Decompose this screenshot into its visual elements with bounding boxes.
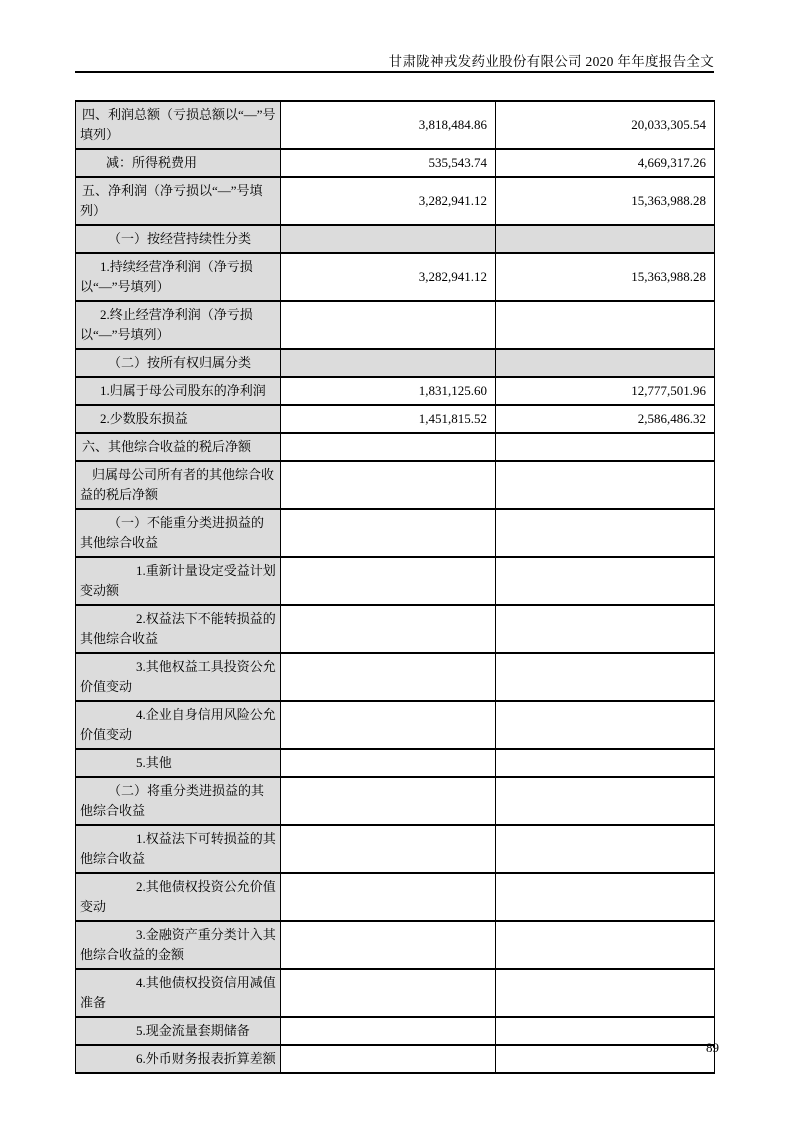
row-label: 归属母公司所有者的其他综合收益的税后净额 [76,461,281,509]
table-row [76,701,715,749]
row-label: 5.现金流量套期储备 [76,1017,281,1045]
row-label: （二）按所有权归属分类 [76,349,281,377]
table-row [76,433,715,461]
report-title: 甘肃陇神戎发药业股份有限公司 2020 年年度报告全文 [388,54,714,69]
row-value-current [281,969,496,1017]
row-value-prior [496,825,715,873]
row-value-current [281,1045,496,1073]
row-value-current [281,461,496,509]
row-value-current [281,557,496,605]
row-value-prior: 20,033,305.54 [496,101,715,149]
header-rule [75,71,714,73]
table-row [76,149,715,177]
row-label: 4.其他债权投资信用减值准备 [76,969,281,1017]
table-row [76,509,715,557]
row-label: 2.终止经营净利润（净亏损以“—”号填列） [76,301,281,349]
row-value-prior: 2,586,486.32 [496,405,715,433]
row-value-current [281,873,496,921]
table-row [76,605,715,653]
row-value-prior [496,701,715,749]
row-value-prior [496,653,715,701]
row-label: 6.外币财务报表折算差额 [76,1045,281,1073]
table-row [76,405,715,433]
row-value-prior: 4,669,317.26 [496,149,715,177]
row-value-prior [496,969,715,1017]
table-row [76,225,715,253]
row-label: 2.少数股东损益 [76,405,281,433]
row-label: 3.金融资产重分类计入其他综合收益的金额 [76,921,281,969]
row-label: （二）将重分类进损益的其他综合收益 [76,777,281,825]
row-value-current [281,777,496,825]
table-row [76,653,715,701]
row-value-current [281,921,496,969]
income-statement-table [75,100,715,1074]
row-value-prior [496,1045,715,1073]
row-value-prior [496,1017,715,1045]
row-value-current: 3,818,484.86 [281,101,496,149]
row-value-current: 1,831,125.60 [281,377,496,405]
table-row [76,969,715,1017]
table-row [76,253,715,301]
row-value-prior [496,433,715,461]
row-label: 1.权益法下可转损益的其他综合收益 [76,825,281,873]
row-value-current: 3,282,941.12 [281,253,496,301]
row-label: 2.权益法下不能转损益的其他综合收益 [76,605,281,653]
row-value-prior [496,777,715,825]
row-value-prior [496,605,715,653]
row-value-current [281,301,496,349]
row-value-current: 535,543.74 [281,149,496,177]
row-value-prior [496,557,715,605]
row-value-prior [496,301,715,349]
row-label: 1.持续经营净利润（净亏损以“—”号填列） [76,253,281,301]
row-value-current [281,605,496,653]
table-row [76,177,715,225]
row-label: 5.其他 [76,749,281,777]
row-value-current [281,701,496,749]
table-row [76,1017,715,1045]
table-row [76,101,715,149]
row-value-prior [496,873,715,921]
row-label: 五、净利润（净亏损以“—”号填列） [76,177,281,225]
row-value-prior [496,749,715,777]
row-value-current [281,509,496,557]
row-label: （一）按经营持续性分类 [76,225,281,253]
row-label: 1.归属于母公司股东的净利润 [76,377,281,405]
table-row [76,825,715,873]
row-value-prior [496,349,715,377]
row-value-prior: 12,777,501.96 [496,377,715,405]
row-value-current [281,1017,496,1045]
row-value-prior [496,461,715,509]
row-label: 2.其他债权投资公允价值变动 [76,873,281,921]
row-value-current: 3,282,941.12 [281,177,496,225]
table-row [76,749,715,777]
row-label: 六、其他综合收益的税后净额 [76,433,281,461]
table-row [76,873,715,921]
page-header [75,50,714,70]
row-label: 1.重新计量设定受益计划变动额 [76,557,281,605]
table-row [76,377,715,405]
table-row [76,301,715,349]
row-value-prior [496,225,715,253]
row-label: （一）不能重分类进损益的其他综合收益 [76,509,281,557]
row-value-current [281,225,496,253]
table-row [76,1045,715,1073]
row-value-current [281,349,496,377]
row-value-prior [496,509,715,557]
row-value-current [281,825,496,873]
table-row [76,557,715,605]
row-value-prior [496,921,715,969]
row-value-current [281,653,496,701]
row-value-current [281,433,496,461]
table-row [76,461,715,509]
table-row [76,349,715,377]
row-value-current [281,749,496,777]
row-value-current: 1,451,815.52 [281,405,496,433]
row-label: 四、利润总额（亏损总额以“—”号填列） [76,101,281,149]
row-label: 4.企业自身信用风险公允价值变动 [76,701,281,749]
table-row [76,921,715,969]
row-label: 3.其他权益工具投资公允价值变动 [76,653,281,701]
row-value-prior: 15,363,988.28 [496,253,715,301]
page-number: 89 [706,1040,719,1055]
table-row [76,777,715,825]
row-value-prior: 15,363,988.28 [496,177,715,225]
row-label: 减：所得税费用 [76,149,281,177]
